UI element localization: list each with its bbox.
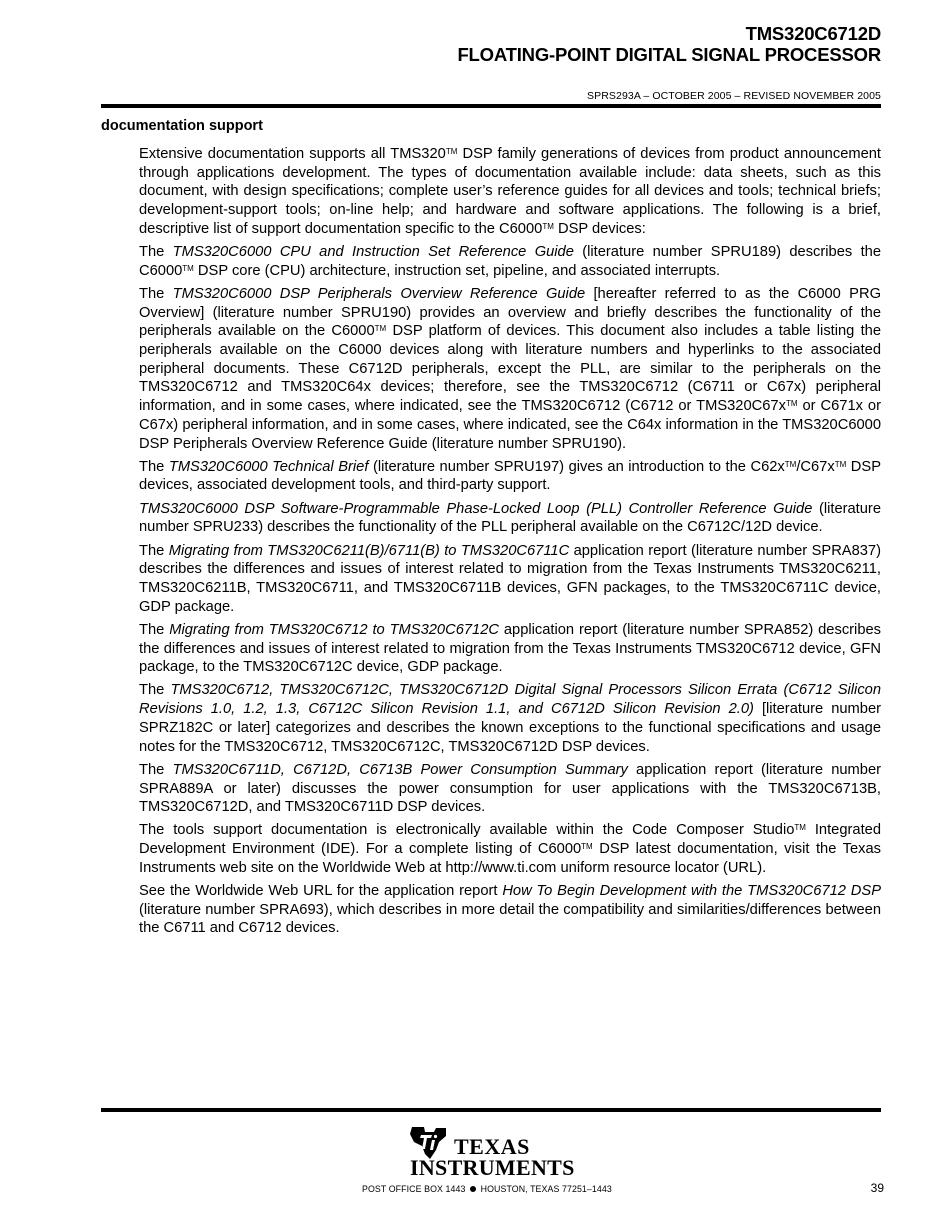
revision-line: SPRS293A – OCTOBER 2005 – REVISED NOVEMBER 2005 (587, 90, 881, 102)
paragraph-4: The TMS320C6000 Technical Brief (literature number SPRU197) gives an introduction to the C62x™/C67x™ DSP devices, associated development tools, and third-party support. (139, 458, 881, 494)
part-number: TMS320C6712D (745, 23, 881, 44)
trademark-mark: TM (542, 221, 554, 231)
paragraph-3: The TMS320C6000 DSP Peripherals Overview Reference Guide [hereafter referred to as the C6000 PRG Overview] (literature number SPRU190) provides an overview and briefly describes the functionality of the peripherals available on the C6000™ DSP platform of devices. This document also includes a table listing the peripherals available on the C6000 devices along with literature numbers and hyperlinks to the associated peripheral documents. These C6712D peripherals, except the PLL, are similar to the peripherals on the TMS320C6712 and TMS320C64x devices; therefore, see the TMS320C6712 (C6711 or C67x) peripheral information, and in some cases, where indicated, see the TMS320C6712 (C6712 or TMS320C67x™ or C671x or C67x) peripheral information, and in some cases, where indicated, see the C64x information in the TMS320C6000 DSP Peripherals Overview Reference Guide (literature number SPRU190). (139, 285, 882, 452)
trademark-mark: TM (445, 147, 458, 156)
document-header (457, 23, 881, 65)
doc-title: TMS320C6000 CPU and Instruction Set Reference Guide (172, 244, 574, 261)
doc-title: TMS320C6712, TMS320C6712C, TMS320C6712D Digital Signal Processors Silicon Errata (C6712 Silicon Revisions 1.0, 1.2, 1.3, C6712C Silicon Revision 1.1, and C6712D Silicon Revision 2.0) (139, 682, 882, 718)
logo-word-texas: TEXAS (454, 1134, 530, 1159)
header-rule (101, 104, 881, 108)
doc-title: TMS320C6711D, C6712D, C6713B Power Consumption Summary (172, 761, 628, 778)
paragraph-2: The TMS320C6000 CPU and Instruction Set Reference Guide (literature number SPRU189) describes the C6000™ DSP core (CPU) architecture, instruction set, pipeline, and associated interrupts. (139, 244, 881, 279)
trademark-mark: TM (374, 324, 387, 334)
paragraph-9: The TMS320C6711D, C6712D, C6713B Power Consumption Summary application report (literature number SPRA889A or later) discusses the power consumption for user applications with the TMS320C6713B, TMS320C6712D, and TMS320C6711D DSP devices. (139, 761, 882, 816)
footer-rule (101, 1108, 881, 1112)
paragraph-6: The Migrating from TMS320C6211(B)/6711(B) to TMS320C6711C application report (literature number SPRA837) describes the differences and issues of interest related to migration from the Texas Instruments TMS320C6211, TMS320C6211B, TMS320C6711, and TMS320C6711B devices, GFN packages, to the TMS320C6711C device, GDP package. (139, 542, 881, 615)
document-title: FLOATING-POINT DIGITAL SIGNAL PROCESSOR (457, 44, 881, 65)
texas-instruments-logo (408, 1122, 578, 1180)
body-text (139, 145, 881, 943)
trademark-mark: TM (794, 823, 806, 833)
paragraph-8: The TMS320C6712, TMS320C6712C, TMS320C6712D Digital Signal Processors Silicon Errata (C6712 Silicon Revisions 1.0, 1.2, 1.3, C6712C Silicon Revision 1.1, and C6712D Silicon Revision 2.0) [literature number SPRZ182C or later] categorizes and describes the known exceptions to the functional specifications and usage notes for the TMS320C6712, TMS320C6712C, TMS320C6712D DSP devices. (139, 682, 882, 755)
doc-title: Migrating from TMS320C6211(B)/6711(B) to TMS320C6711C (168, 542, 570, 559)
trademark-mark: TM (834, 459, 847, 469)
paragraph-11: See the Worldwide Web URL for the application report How To Begin Development with the TMS320C6712 DSP (literature number SPRA693), which describes in more detail the compatibility and similarities/differences between the C6711 and C6712 devices. (139, 883, 882, 937)
bullet-icon (470, 1186, 476, 1192)
paragraph-1: Extensive documentation supports all TMS320™ DSP family generations of devices from product announcement through applications development. The types of documentation available include: data sheets, such as this document, with design specifications; complete user’s reference guides for all devices and tools; technical briefs; development-support tools; on-line help; and hardware and software applications. The following is a brief, descriptive list of support documentation specific to the C6000™ DSP devices: (139, 146, 882, 237)
footer-address: POST OFFICE BOX 1443 HOUSTON, TEXAS 77251–1443 (362, 1184, 612, 1194)
doc-title: TMS320C6000 Technical Brief (168, 458, 369, 475)
doc-title: TMS320C6000 DSP Peripherals Overview Reference Guide (172, 285, 586, 302)
trademark-mark: TM (581, 842, 593, 852)
logo-word-instruments: INSTRUMENTS (410, 1155, 575, 1180)
doc-title: TMS320C6000 DSP Software-Programmable Phase-Locked Loop (PLL) Controller Reference Guide (139, 500, 813, 517)
section-heading: documentation support (101, 118, 263, 134)
paragraph-10: The tools support documentation is electronically available within the Code Composer Studio™ Integrated Development Environment (IDE). For a complete listing of C6000™ DSP latest documentation, visit the Texas Instruments web site on the Worldwide Web at http://www.ti.com uniform resource locator (URL). (139, 822, 881, 876)
paragraph-5: TMS320C6000 DSP Software-Programmable Phase-Locked Loop (PLL) Controller Reference Guide (literature number SPRU233) describes the functionality of the PLL peripheral available on the C6712C/12D device. (139, 500, 881, 536)
trademark-mark: TM (784, 459, 797, 469)
doc-title: How To Begin Development with the TMS320C6712 DSP (502, 883, 882, 900)
paragraph-7: The Migrating from TMS320C6712 to TMS320C6712C application report (literature number SPRA852) describes the differences and issues of interest related to migration from the Texas Instruments TMS320C6712 device, GFN package, to the TMS320C6712C device, GDP package. (139, 621, 881, 676)
trademark-mark: TM (785, 399, 798, 409)
trademark-mark: TM (182, 263, 194, 273)
doc-title: Migrating from TMS320C6712 to TMS320C6712C (169, 621, 499, 638)
page-number: 39 (870, 1181, 884, 1195)
